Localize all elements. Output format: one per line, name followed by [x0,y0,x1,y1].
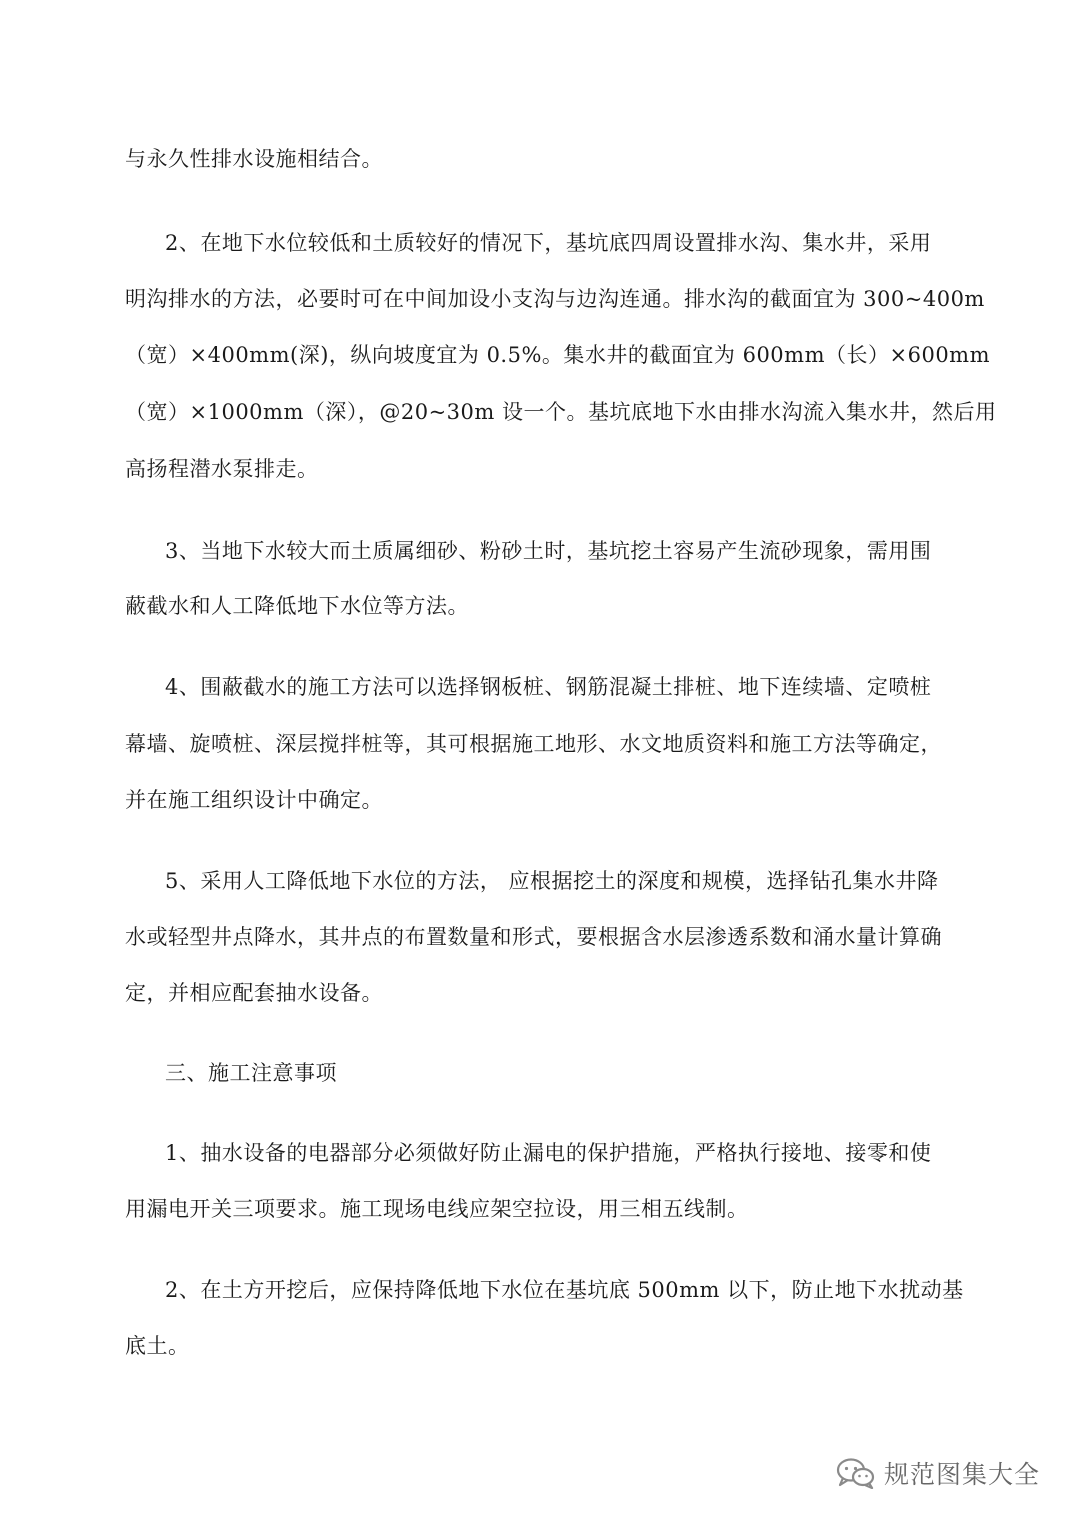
watermark-text: 规范图集大全 [884,1460,1041,1489]
text-line: 1、抽水设备的电器部分必须做好防止漏电的保护措施，严格执行接地、接零和使 [165,1141,932,1165]
text-line: 3、当地下水较大而土质属细砂、粉砂土时，基坑挖土容易产生流砂现象，需用围 [165,539,932,563]
text-line: 幕墙、旋喷桩、深层搅拌桩等，其可根据施工地形、水文地质资料和施工方法等确定， [125,732,942,756]
text-line: 底土。 [125,1334,190,1358]
text-line: 高扬程潜水泵排走。 [125,457,319,481]
text-line: （宽）×400mm(深)，纵向坡度宜为 0.5%。集水井的截面宜为 600mm（长）×600mm [125,343,991,367]
text-line: 2、在地下水位较低和土质较好的情况下，基坑底四周设置排水沟、集水井，采用 [165,231,932,255]
text-line: 4、围蔽截水的施工方法可以选择钢板桩、钢筋混凝土排桩、地下连续墙、定喷桩 [165,675,932,699]
text-line: 蔽截水和人工降低地下水位等方法。 [125,594,469,618]
watermark [836,1455,1040,1491]
text-line: 用漏电开关三项要求。施工现场电线应架空拉设，用三相五线制。 [125,1197,749,1221]
text-line: 与永久性排水设施相结合。 [125,147,383,171]
wechat-icon [836,1457,876,1489]
text-line: （宽）×1000mm（深），@20~30m 设一个。基坑底地下水由排水沟流入集水井，然后用 [125,400,997,424]
text-line: 水或轻型井点降水，其井点的布置数量和形式，要根据含水层渗透系数和涌水量计算确 [125,925,942,949]
text-line: 2、在土方开挖后，应保持降低地下水位在基坑底 500mm 以下，防止地下水扰动基 [165,1278,964,1302]
text-line: 定，并相应配套抽水设备。 [125,981,383,1005]
text-line: 并在施工组织设计中确定。 [125,788,383,812]
section-heading: 三、施工注意事项 [165,1061,337,1085]
text-line: 明沟排水的方法，必要时可在中间加设小支沟与边沟连通。排水沟的截面宜为 300~400m [125,287,985,311]
text-line: 5、采用人工降低地下水位的方法， 应根据挖土的深度和规模，选择钻孔集水井降 [165,869,939,893]
